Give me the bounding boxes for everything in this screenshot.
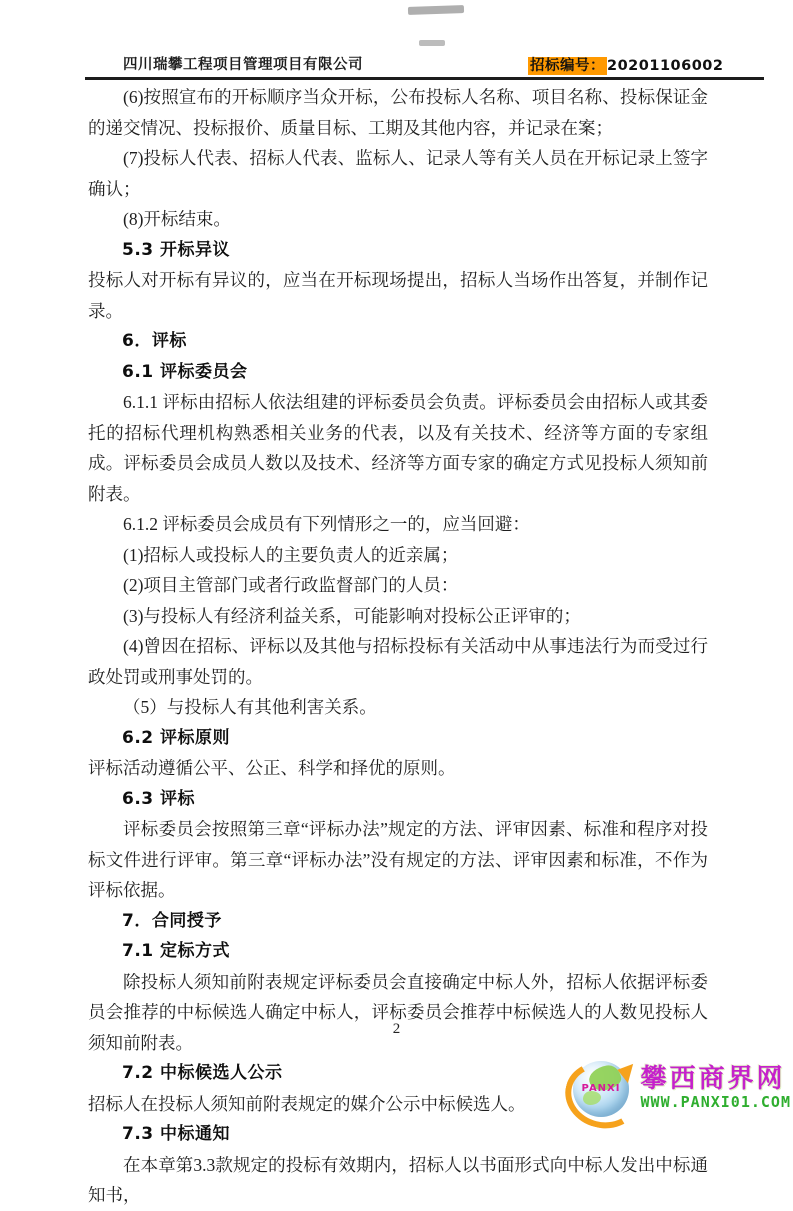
- heading-7: 7．合同授予: [122, 910, 222, 931]
- watermark-site-url: WWW.PANXI01.COM: [640, 1093, 791, 1112]
- bid-number-label-highlighted: 招标编号：: [530, 58, 605, 74]
- panxi-globe-logo-icon: [563, 1059, 639, 1119]
- paragraph-open-bid-item-7: (7)投标人代表、招标人代表、监标人、记录人等有关人员在开标记录上签字确认；: [88, 148, 708, 199]
- paragraph-6-2-body: 评标活动遵循公平、公正、科学和择优的原则。: [88, 758, 456, 778]
- heading-7-2: 7.2 中标候选人公示: [122, 1063, 283, 1083]
- heading-6-2: 6.2 评标原则: [122, 727, 231, 748]
- paragraph-recusal-item-2: (2)项目主管部门或者行政监督部门的人员：: [123, 575, 459, 595]
- paragraph-recusal-item-5: （5）与投标人有其他利害关系。: [123, 697, 377, 717]
- site-watermark: [563, 1059, 791, 1119]
- paragraph-recusal-item-3: (3)与投标人有经济利益关系，可能影响对投标公正评审的；: [123, 605, 581, 626]
- watermark-text-block: [641, 1066, 791, 1111]
- paragraph-7-2-body: 招标人在投标人须知前附表规定的媒介公示中标候选人。: [88, 1093, 526, 1114]
- paragraph-open-bid-item-8: (8)开标结束。: [123, 209, 231, 229]
- paragraph-recusal-item-1: (1)招标人或投标人的主要负责人的近亲属；: [123, 544, 459, 565]
- logo-panxi-text: PANXI: [581, 1083, 621, 1094]
- paragraph-open-bid-item-6: (6)按照宣布的开标顺序当众开标，公布投标人名称、项目名称、投标保证金的递交情况、投标报价、质量目标、工期及其他内容，并记录在案；: [88, 87, 708, 138]
- heading-6: 6．评标: [122, 331, 187, 351]
- heading-5-3: 5.3 开标异议: [122, 239, 231, 260]
- watermark-site-name: 攀西商界网: [640, 1064, 786, 1095]
- heading-6-1: 6.1 评标委员会: [122, 361, 248, 382]
- scan-artifact: [419, 40, 445, 46]
- paragraph-5-3-body: 投标人对开标有异议的，应当在开标现场提出，招标人当场作出答复，并制作记录。: [88, 270, 708, 321]
- header-company-name: 四川瑞攀工程项目管理项目有限公司: [103, 53, 369, 78]
- header-divider-line: [85, 77, 764, 80]
- paragraph-7-3-body: 在本章第3.3款规定的投标有效期内，招标人以书面形式向中标人发出中标通知书，: [88, 1154, 708, 1205]
- document-body: [88, 82, 708, 1211]
- heading-7-1: 7.1 定标方式: [122, 941, 231, 961]
- scan-artifact: [408, 5, 464, 15]
- heading-7-3: 7.3 中标通知: [122, 1124, 231, 1144]
- paragraph-6-1-1: 6.1.1 评标由招标人依法组建的评标委员会负责。评标委员会由招标人或其委托的招标代理机构熟悉相关业务的代表，以及有关技术、经济等方面的专家组成。评标委员会成员人数以及技术、经济等方面专家的确定方式见投标人须知前附表。: [88, 392, 708, 504]
- header-bid-number: [528, 54, 723, 75]
- paragraph-6-3-body: 评标委员会按照第三章“评标办法”规定的方法、评审因素、标准和程序对投标文件进行评审。第三章“评标办法”没有规定的方法、评审因素和标准，不作为评标依据。: [88, 819, 708, 900]
- paragraph-7-1-body: 除投标人须知前附表规定评标委员会直接确定中标人外，招标人依据评标委员会推荐的中标候选人确定中标人，评标委员会推荐中标候选人的人数见投标人须知前附表。: [88, 971, 708, 1053]
- page-number: 2: [392, 1021, 401, 1037]
- paragraph-recusal-item-4: (4)曾因在招标、评标以及其他与招标投标有关活动中从事违法行为而受过行政处罚或刑事处罚的。: [88, 636, 708, 687]
- paragraph-6-1-2: 6.1.2 评标委员会成员有下列情形之一的，应当回避：: [123, 514, 530, 534]
- bid-number-value: 20201106002: [607, 58, 724, 74]
- heading-6-3: 6.3 评标: [122, 788, 196, 809]
